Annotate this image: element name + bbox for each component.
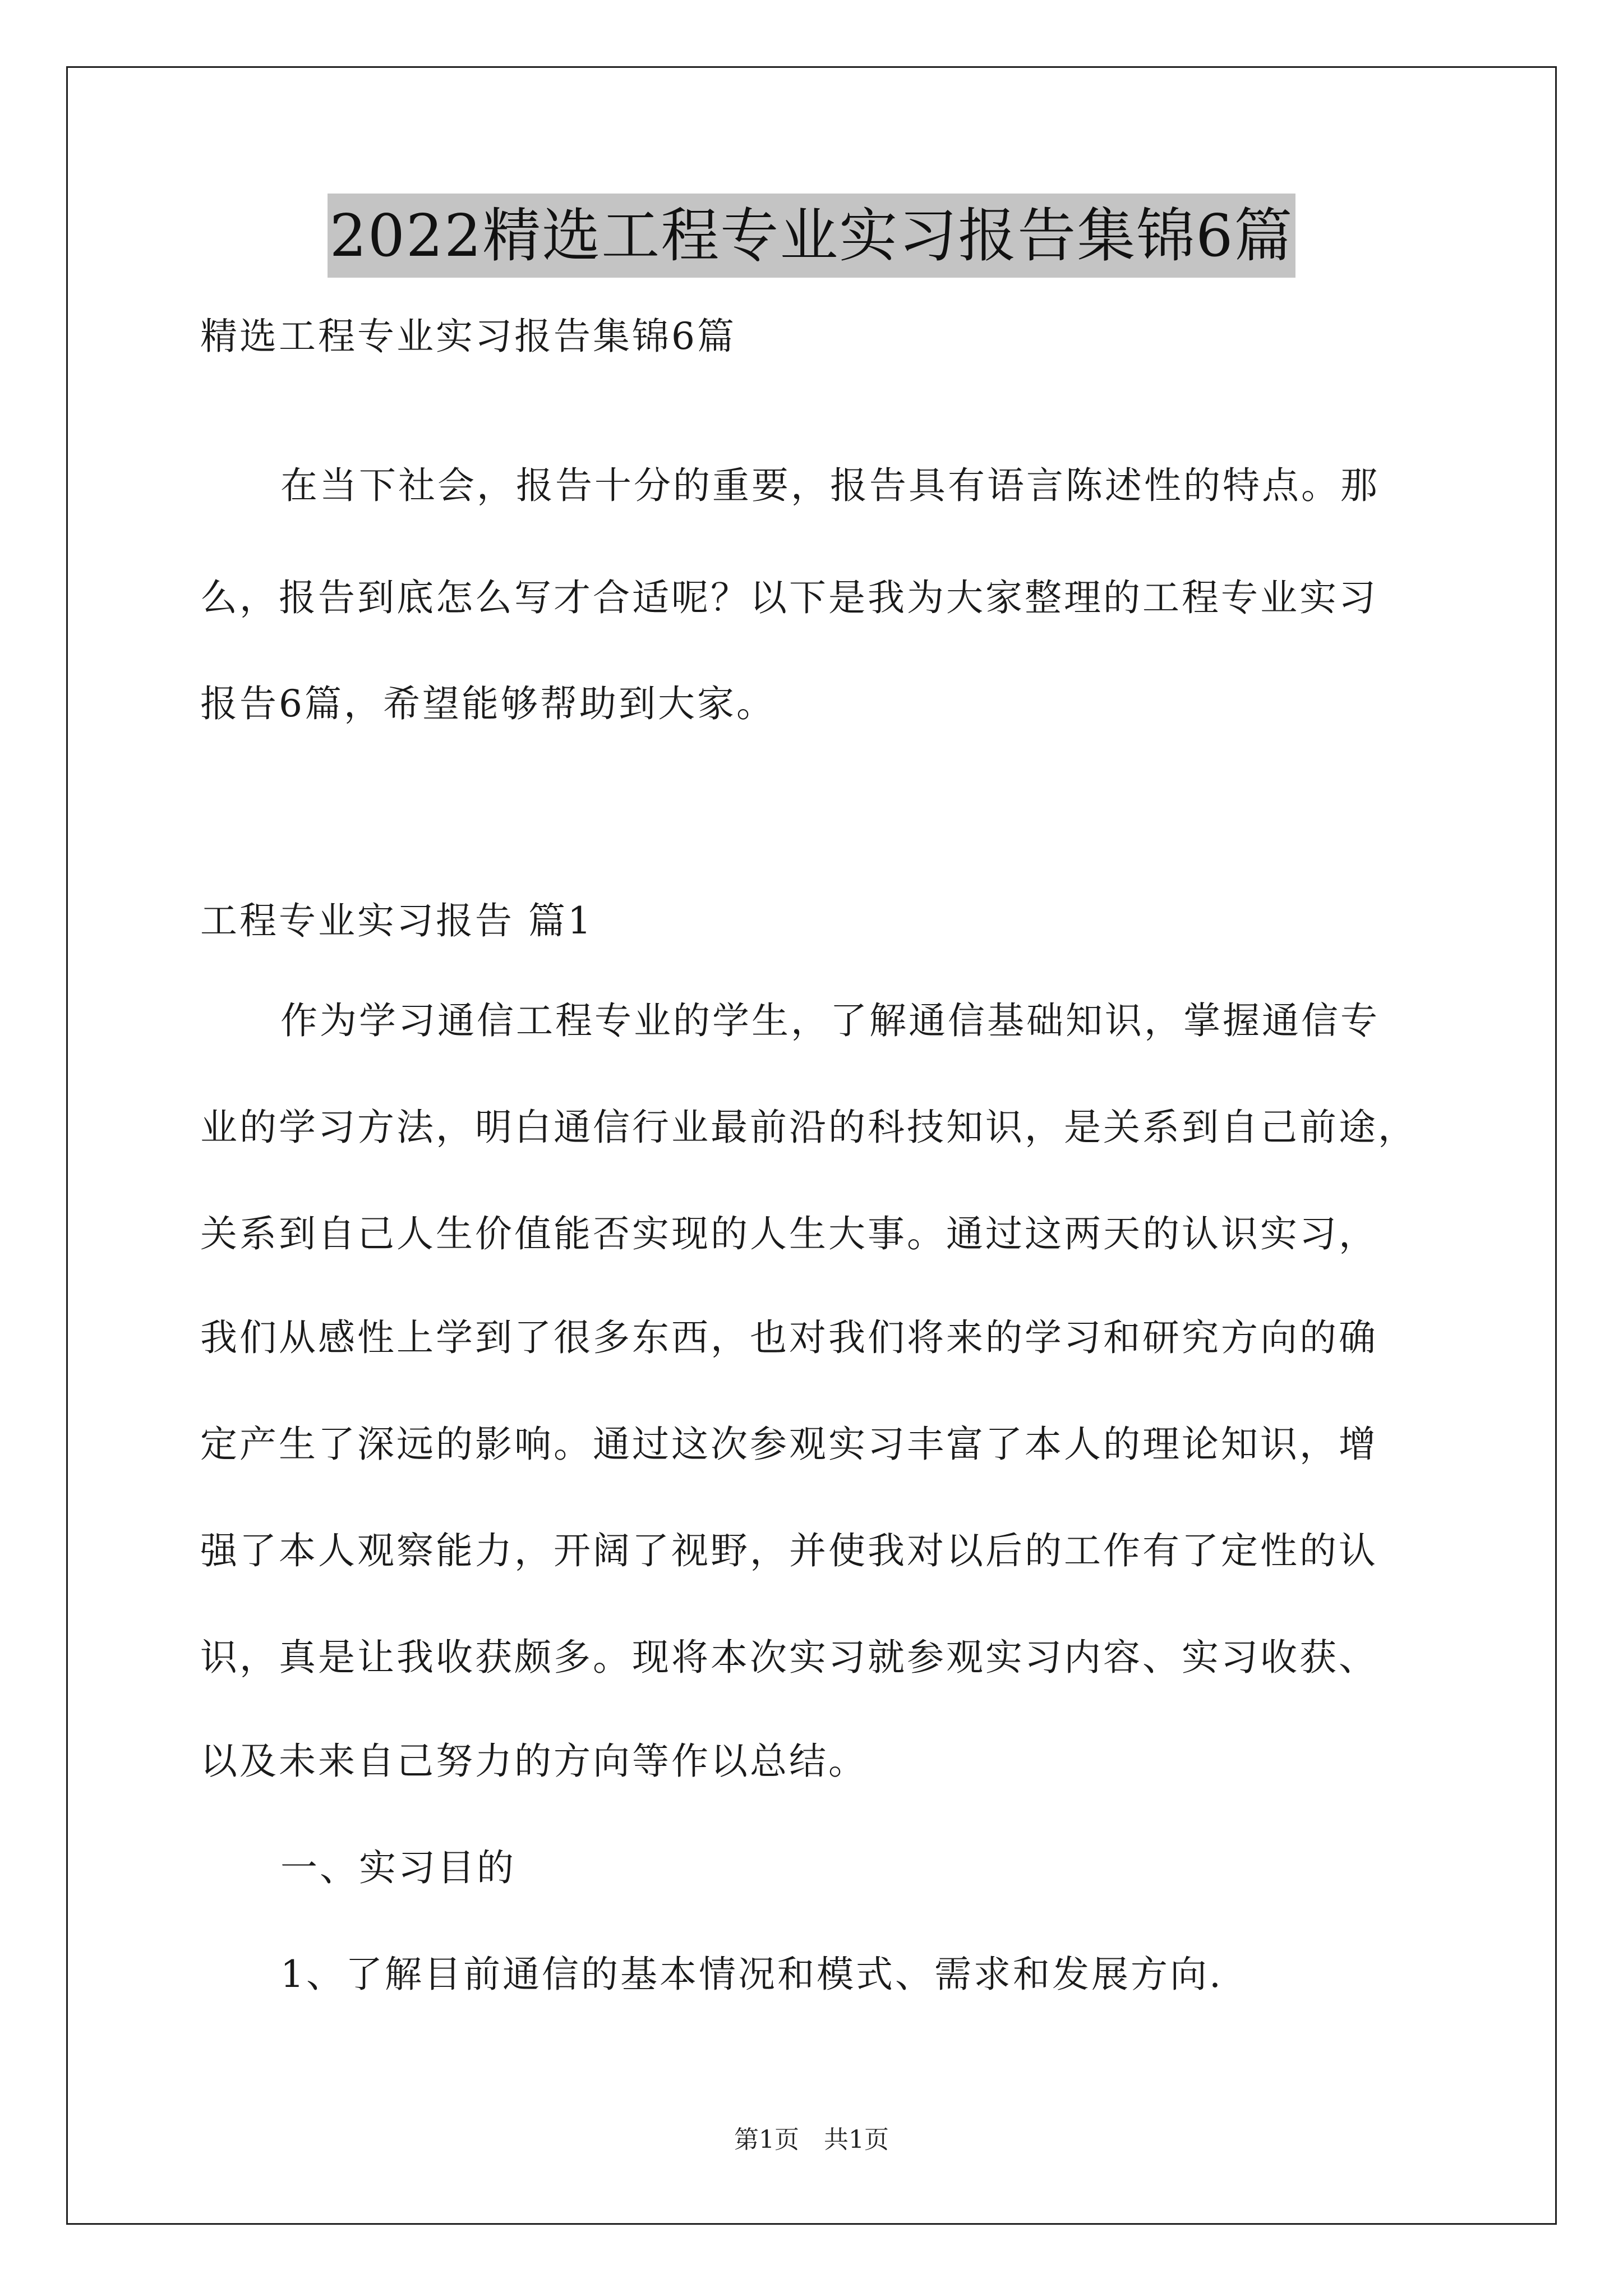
body-line-8: 以及未来自己努力的方向等作以总结。 xyxy=(200,1740,868,1783)
body-line-6: 强了本人观察能力，开阔了视野，并使我对以后的工作有了定性的认 xyxy=(200,1529,1378,1572)
body-line-5: 定产生了深远的影响。通过这次参观实习丰富了本人的理论知识，增 xyxy=(200,1423,1378,1466)
intro-line-2: 么，报告到底怎么写才合适呢？以下是我为大家整理的工程专业实习 xyxy=(200,576,1378,619)
section-heading: 工程专业实习报告 篇1 xyxy=(200,899,593,942)
body-line-2: 业的学习方法，明白通信行业最前沿的科技知识，是关系到自己前途， xyxy=(200,1106,1417,1149)
title-wrap xyxy=(0,194,1623,278)
intro-line-1: 在当下社会，报告十分的重要，报告具有语言陈述性的特点。那 xyxy=(280,464,1380,507)
body-line-4: 我们从感性上学到了很多东西，也对我们将来的学习和研究方向的确 xyxy=(200,1316,1378,1359)
body-line-3: 关系到自己人生价值能否实现的人生大事。通过这两天的认识实习， xyxy=(200,1212,1378,1255)
list-item-1: 1、了解目前通信的基本情况和模式、需求和发展方向. xyxy=(280,1953,1223,1996)
document-title: 2022精选工程专业实习报告集锦6篇 xyxy=(328,194,1296,278)
body-line-1: 作为学习通信工程专业的学生，了解通信基础知识，掌握通信专 xyxy=(280,999,1380,1042)
subheading: 一、实习目的 xyxy=(280,1846,516,1889)
page-footer: 第1页 共1页 xyxy=(734,2125,889,2154)
intro-line-3: 报告6篇，希望能够帮助到大家。 xyxy=(200,682,776,725)
body-line-7: 识，真是让我收获颇多。现将本次实习就参观实习内容、实习收获、 xyxy=(200,1636,1378,1679)
document-subtitle: 精选工程专业实习报告集锦6篇 xyxy=(200,315,736,358)
